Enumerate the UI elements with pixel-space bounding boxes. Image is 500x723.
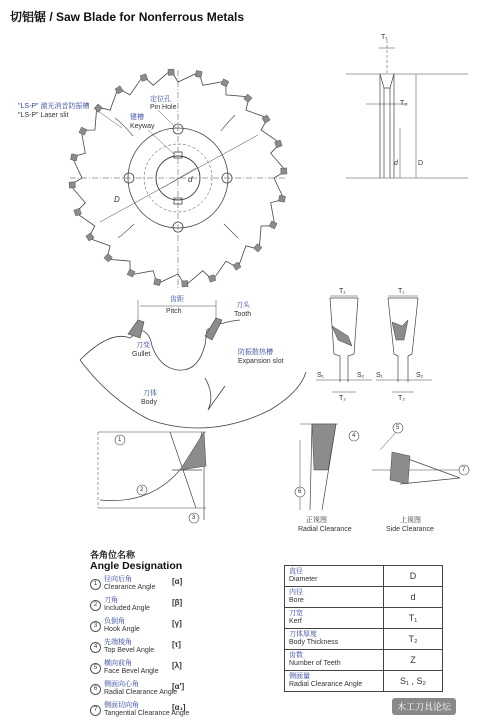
pitch-label-en: Pitch <box>166 308 182 315</box>
carbide-tip <box>253 244 261 252</box>
side-view-t2-label: T₂ <box>400 100 407 107</box>
spec-key-en: Bore <box>289 597 304 604</box>
tooth-label-cn: 刀头 <box>236 302 250 309</box>
carbide-tip <box>208 275 216 283</box>
side-view-D-label: D <box>418 160 424 167</box>
angle-name-en: Clearance Angle <box>104 584 156 591</box>
angle-symbol: [τ] <box>172 640 181 649</box>
carbide-tip <box>104 253 112 261</box>
angle-number: 2 <box>90 600 101 611</box>
angle-marker-3: 3 <box>192 515 196 521</box>
side-clearance-en: Side Clearance <box>386 526 434 533</box>
carbide-tip <box>69 182 75 188</box>
profile-a-t2-label: T₂ <box>339 395 346 402</box>
spec-row <box>285 629 443 650</box>
spec-table <box>284 565 443 692</box>
profile-b-s2-label: S₂ <box>416 372 424 379</box>
carbide-tip <box>70 154 77 161</box>
watermark: 木工刀具论坛 <box>392 698 456 715</box>
angle-symbol: [β] <box>172 598 183 607</box>
spec-key <box>285 608 384 629</box>
carbide-tip <box>127 269 135 277</box>
spec-key-cn: 直径 <box>289 568 303 575</box>
carbide-tip <box>281 168 287 174</box>
carbide-tip <box>74 208 82 216</box>
angle-marker-2: 2 <box>140 487 144 493</box>
carbide-tip <box>195 70 202 77</box>
body-label-en: Body <box>141 399 157 406</box>
spec-row <box>285 608 443 629</box>
angle-marker-1: 1 <box>118 437 122 443</box>
spec-key-en: Radial Clearance Angle <box>289 681 363 688</box>
carbide-tip <box>79 127 87 135</box>
laser-slit-label-en: "LS-P" Laser slit <box>18 112 69 119</box>
angle-symbol: [α₁] <box>172 703 186 712</box>
angle-names <box>104 681 177 697</box>
spec-key <box>285 629 384 650</box>
angle-name-en: Radial Clearance Angle <box>104 689 178 696</box>
angle-name-cn: 横向前角 <box>104 660 132 667</box>
spec-value: T₂ <box>384 629 443 650</box>
angle-symbol: [α′] <box>172 682 185 691</box>
angle-name-cn: 径向后角 <box>104 576 132 583</box>
spec-key-en: Body Thickness <box>289 639 339 646</box>
angle-number: 1 <box>90 579 101 590</box>
laser-slit-label-cn: "LS-P" 激光消音防振槽 <box>18 103 90 110</box>
carbide-tip <box>269 221 277 229</box>
spec-row <box>285 671 443 692</box>
radial-clearance-cn: 正视图 <box>306 517 327 524</box>
angle-number: 3 <box>90 621 101 632</box>
expansion-slot-label-en: Expansion slot <box>238 358 284 365</box>
angle-marker-4: 4 <box>352 433 356 439</box>
angle-name-en: Face Bevel Angle <box>104 668 159 675</box>
carbide-tip <box>182 281 188 287</box>
angle-name-cn: 刀角 <box>104 597 118 604</box>
angle-name-en: Hook Angle <box>104 626 140 633</box>
spec-key-en: Number of Teeth <box>289 660 341 667</box>
angle-symbol: [γ] <box>172 619 182 628</box>
carbide-tip <box>154 278 161 285</box>
spec-value: Z <box>384 650 443 671</box>
spec-key-en: Kerf <box>289 618 302 625</box>
angle-number: 5 <box>90 663 101 674</box>
angle-names <box>104 576 155 592</box>
angle-name-cn: 侧面切向角 <box>104 702 139 709</box>
spec-value: T₁ <box>384 608 443 629</box>
spec-row <box>285 650 443 671</box>
angle-name-cn: 侧面向心角 <box>104 681 139 688</box>
angle-marker-7: 7 <box>462 467 466 473</box>
spec-key-cn: 内径 <box>289 589 303 596</box>
spec-key <box>285 671 384 692</box>
spec-value: d <box>384 587 443 608</box>
side-view-d-label: d <box>394 160 398 167</box>
side-view-t1-label: T₁ <box>381 34 388 41</box>
profile-a-t1-label: T₁ <box>339 288 346 295</box>
angle-designation-title-en: Angle Designation <box>90 560 183 572</box>
profile-b-t2-label: T₂ <box>398 395 405 402</box>
angle-designation-title-cn: 各角位名称 <box>90 550 136 560</box>
spec-row <box>285 587 443 608</box>
angle-names <box>104 639 154 655</box>
angle-name-cn: 负倒角 <box>104 618 125 625</box>
angle-name-en: Top Bevel Angle <box>104 647 155 654</box>
spec-key <box>285 566 384 587</box>
profile-a-s2-label: S₂ <box>357 372 365 379</box>
angle-names <box>104 660 158 676</box>
angle-number: 4 <box>90 642 101 653</box>
carbide-tip <box>168 69 174 75</box>
angle-name-cn: 先端棱角 <box>104 639 132 646</box>
profile-b-s1-label: S₁ <box>376 372 384 379</box>
angle-number: 6 <box>90 684 101 695</box>
bore-d-label: d <box>188 175 193 184</box>
pin-hole-label-en: Pin Hole <box>150 104 177 111</box>
carbide-tip <box>244 94 252 102</box>
spec-key-cn: 侧面量 <box>289 673 310 680</box>
angle-marker-5: 5 <box>396 425 400 431</box>
tooth-label-en: Tooth <box>234 311 252 318</box>
angle-name-en: Included Angle <box>104 605 150 612</box>
spec-value: D <box>384 566 443 587</box>
spec-key <box>285 587 384 608</box>
pitch-label-cn: 齿距 <box>170 296 184 303</box>
spec-key-cn: 刀体厚度 <box>289 631 317 638</box>
keyway-label-cn: 键槽 <box>130 114 144 121</box>
spec-value: S₁ , S₂ <box>384 671 443 692</box>
carbide-tip <box>221 79 229 87</box>
spec-key-cn: 齿数 <box>289 652 303 659</box>
angle-marker-6: 6 <box>298 489 302 495</box>
carbide-tip <box>275 140 283 148</box>
gullet-label-en: Gullet <box>132 351 151 358</box>
profile-b-t1-label: T₁ <box>398 288 405 295</box>
side-clearance-cn: 上视图 <box>400 517 421 524</box>
spec-key-cn: 刀宽 <box>289 610 303 617</box>
angle-number: 7 <box>90 705 101 716</box>
angle-symbol: [λ] <box>172 661 182 670</box>
body-label-cn: 刀体 <box>143 390 157 397</box>
angle-symbol: [α] <box>172 577 183 586</box>
pin-hole-label-cn: 定位孔 <box>150 96 171 103</box>
expansion-slot-label-cn: 防振散热槽 <box>238 349 273 356</box>
carbide-tip <box>278 195 285 202</box>
spec-key <box>285 650 384 671</box>
spec-row <box>285 566 443 587</box>
radial-clearance-en: Radial Clearance <box>298 526 352 533</box>
angle-name-en: Tangential Clearance Angle <box>104 710 190 717</box>
gullet-label-cn: 刀变 <box>136 342 150 349</box>
carbide-tip <box>140 74 148 82</box>
angle-names <box>104 618 140 634</box>
profile-a-s1-label: S₁ <box>317 372 325 379</box>
angle-names <box>104 597 150 613</box>
keyway-label-en: Keyway <box>130 123 155 130</box>
spec-key-en: Diameter <box>289 576 318 583</box>
diameter-D-label: D <box>114 195 120 204</box>
page-title: 切铝锯 / Saw Blade for Nonferrous Metals <box>10 10 245 24</box>
